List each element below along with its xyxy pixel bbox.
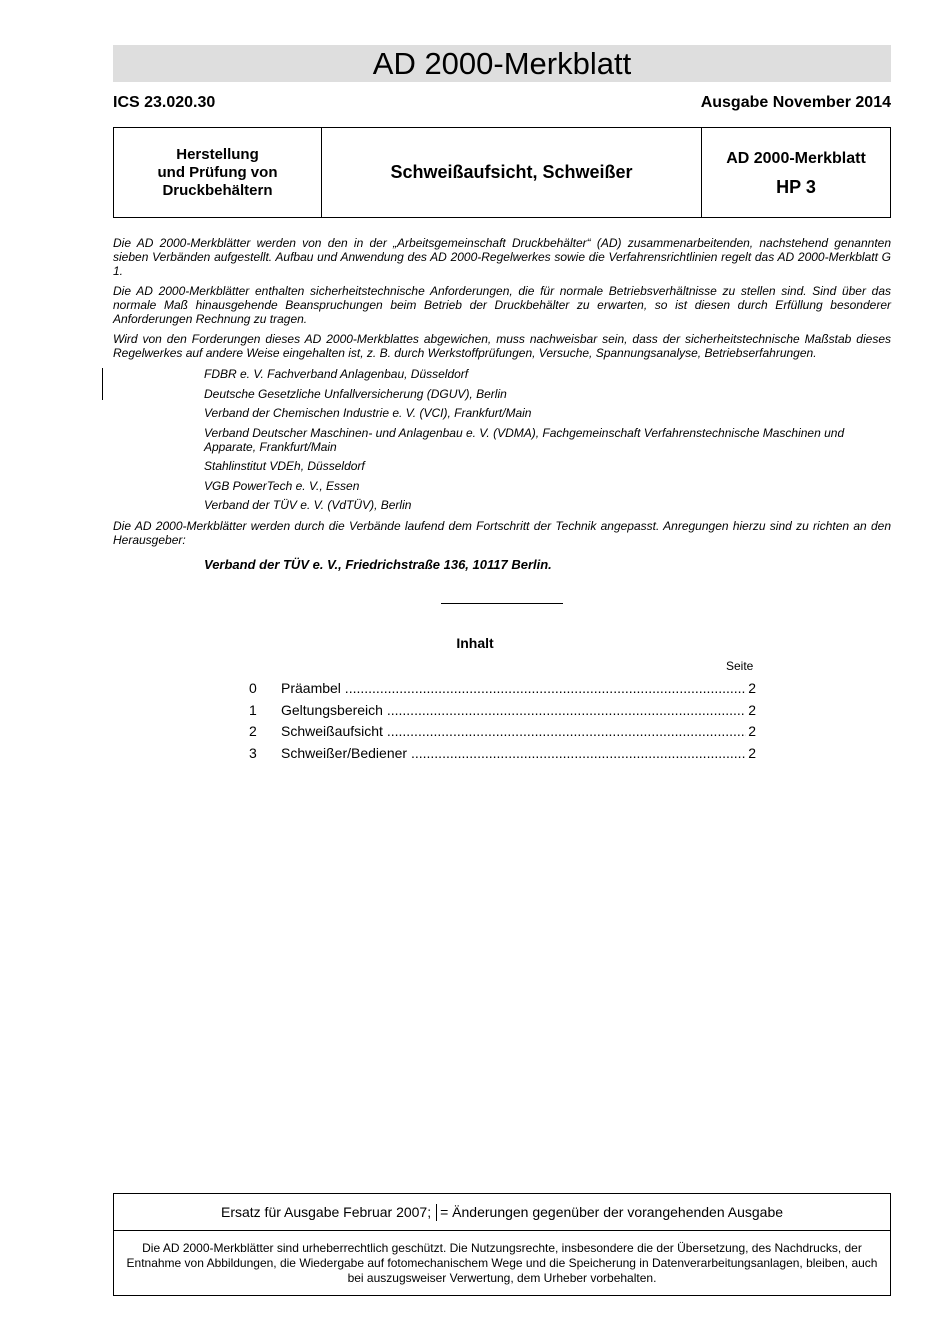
footer-box — [113, 1193, 891, 1296]
change-bar-legend-icon — [436, 1204, 437, 1221]
sheet-code: HP 3 — [776, 176, 816, 197]
organization-item: Deutsche Gesetzliche Unfallversicherung (DGUV), Berlin — [204, 386, 507, 401]
category-line: und Prüfung von — [157, 163, 278, 181]
subject-title: Schweißaufsicht, Schweißer — [390, 162, 633, 182]
toc-entry[interactable] — [249, 744, 756, 766]
ics-code: ICS 23.020.30 — [113, 94, 216, 111]
footer-edition-note — [114, 1194, 890, 1231]
change-marker — [102, 368, 103, 400]
organization-item: Stahlinstitut VDEh, Düsseldorf — [204, 459, 365, 473]
intro-paragraph: Die AD 2000-Merkblätter enthalten sicherheitstechnische Anforderungen, die für normale Betriebsverhältnisse zu stellen sind. Sind über das normale Maß hinausgehende Beanspruchungen beim Betrieb der Druckbehälter zu erwarten, so ist diesen durch Erfüllung besonderer Anforderungen Rechnung zu tragen. — [113, 284, 891, 326]
code-cell-title: AD 2000-Merkblatt — [726, 149, 866, 167]
organization-item: Verband Deutscher Maschinen- und Anlagenbau e. V. (VDMA), Fachgemeinschaft Verfahrenstechnische Maschinen und Apparate, Frankfurt/Main — [204, 425, 845, 454]
organization-item: Verband der TÜV e. V. (VdTÜV), Berlin — [204, 498, 412, 512]
intro-text — [113, 236, 891, 366]
edition-date: Ausgabe November 2014 — [700, 94, 891, 111]
toc-number: 1 — [249, 701, 257, 718]
toc-entry[interactable] — [249, 679, 756, 701]
subject-cell — [322, 128, 702, 217]
intro-paragraph: Die AD 2000-Merkblätter werden von den in der „Arbeitsgemeinschaft Druckbehälter“ (AD) zusammenarbeitenden, nachstehend genannten sieben Verbänden aufgestellt. Aufbau und Anwendung des AD 2000-Regelwerkes sowie die Verfahrensrichtlinien regelt das AD 2000-Merkblatt G 1. — [113, 236, 891, 278]
contents-title: Inhalt — [456, 635, 494, 651]
organization-list — [204, 367, 864, 518]
meta-row — [113, 94, 891, 114]
code-cell — [702, 128, 890, 217]
category-cell — [114, 128, 322, 217]
toc-entry[interactable] — [249, 701, 756, 723]
contents-page-header: Seite — [726, 659, 754, 673]
intro-paragraph: Wird von den Forderungen dieses AD 2000-Merkblattes abgewichen, muss nachweisbar sein, dass der sicherheitstechnische Maßstab dieses Regelwerkes auf andere Weise eingehalten ist, z. B. durch Werkstoffprüfungen, Versuche, Spannungsanalyse, Betriebserfahrungen. — [113, 332, 891, 360]
replaces-text: Ersatz für Ausgabe Februar 2007; — [220, 1204, 432, 1220]
copyright-notice: Die AD 2000-Merkblätter sind urheberrechtlich geschützt. Die Nutzungsrechte, insbesondere die der Übersetzung, des Nachdrucks, der Entnahme von Abbildungen, die Wiedergabe auf fotomechanischem Wege und die Speicherung in Datenverarbeitungsanlagen, bleiben, auch bei auszugsweiser Verwertung, dem Urheber vorbehalten. — [126, 1241, 878, 1285]
update-note: Die AD 2000-Merkblätter werden durch die Verbände laufend dem Fortschritt der Technik angepasst. Anregungen hierzu sind zu richten an den Herausgeber: — [113, 519, 891, 547]
toc-page: 2 — [748, 745, 756, 762]
toc-title: Schweißaufsicht ..... — [281, 722, 746, 740]
organization-item: FDBR e. V. Fachverband Anlagenbau, Düsseldorf — [204, 367, 469, 381]
header-box — [113, 127, 891, 218]
toc-title: Präambel ..... — [281, 679, 746, 697]
organization-item: Verband der Chemischen Industrie e. V. (VCI), Frankfurt/Main — [204, 406, 532, 420]
toc-page: 2 — [748, 701, 756, 718]
category-line: Herstellung — [176, 145, 259, 163]
toc-title: Schweißer/Bediener ..... — [281, 744, 746, 762]
changes-legend-text: = Änderungen gegenüber der vorangehenden Ausgabe — [440, 1204, 784, 1220]
toc-number: 3 — [249, 745, 257, 762]
toc-entry[interactable] — [249, 722, 756, 744]
toc-page: 2 — [748, 723, 756, 740]
category-line: Druckbehältern — [162, 181, 273, 199]
organization-item: VGB PowerTech e. V., Essen — [204, 478, 360, 493]
document-title: AD 2000-Merkblatt — [113, 45, 891, 82]
separator-line — [441, 603, 563, 604]
publisher-address: Verband der TÜV e. V., Friedrichstraße 136, 10117 Berlin. — [204, 557, 552, 572]
table-of-contents — [249, 679, 756, 766]
toc-number: 2 — [249, 723, 257, 740]
toc-title: Geltungsbereich ..... — [281, 701, 746, 719]
toc-page: 2 — [748, 680, 756, 696]
toc-number: 0 — [249, 680, 257, 696]
